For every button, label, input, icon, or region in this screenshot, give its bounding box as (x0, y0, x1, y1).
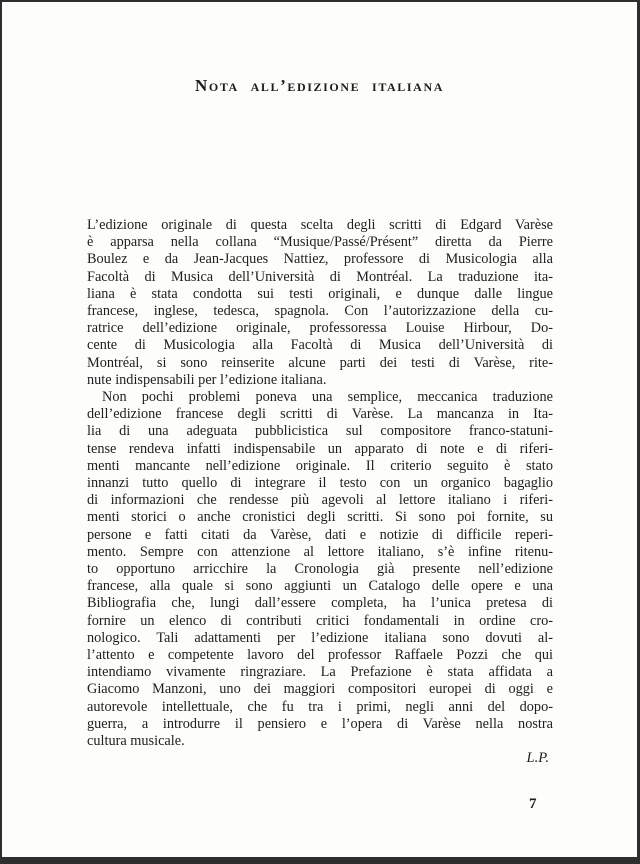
text-line: di informazioni che rendesse più agevoli al lettore italiano i riferi- (87, 492, 553, 509)
text-line: nute indispensabili per l’edizione italiana. (87, 371, 327, 388)
text-line: to opportuno arricchire la Cronologia già presente nell’edizione (87, 561, 553, 578)
text-line: Giacomo Manzoni, uno dei maggiori compositori europei di oggi e (87, 681, 553, 698)
text-line: francese, alla quale si sono aggiunti un Catalogo delle opere e una (87, 578, 553, 595)
text-line: ratrice dell’edizione originale, professoressa Louise Hirbour, Do- (87, 320, 553, 337)
signature: L.P. (526, 750, 549, 767)
text-line: menti mancante nell’edizione originale. Il criterio seguito è stato (87, 457, 553, 474)
text-line: cultura musicale. (87, 733, 185, 750)
text-line: è apparsa nella collana “Musique/Passé/Présent” diretta da Pierre (87, 234, 553, 251)
text-line: liana è stata condotta sui testi originali, e dunque dalle lingue (87, 285, 553, 302)
page-sheet (2, 2, 637, 857)
text-line: Montréal, si sono reinserite alcune parti dei testi di Varèse, rite- (87, 354, 553, 371)
text-line: l’attento e competente lavoro del professor Raffaele Pozzi che qui (87, 647, 553, 664)
text-line: cente di Musicologia alla Facoltà di Musica dell’Università di (87, 337, 553, 354)
text-line: lia di una adeguata pubblicistica sul compositore franco-statuni- (87, 423, 553, 440)
paragraph (87, 217, 553, 389)
page-number: 7 (529, 796, 537, 812)
body-text (87, 217, 553, 768)
paragraph (87, 389, 553, 750)
text-line: fornire un elenco di contributi critici fondamentali in ordine cro- (87, 612, 553, 629)
text-line: guerra, a introdurre il pensiero e l’opera di Varèse nella nostra (87, 715, 553, 732)
text-line: menti storici o anche cronistici degli scritti. Si sono poi fornite, su (87, 509, 553, 526)
text-line: persone e fatti citati da Varèse, dati e notizie di difficile reperi- (87, 526, 553, 543)
text-line: autorevole intellettuale, che fu tra i primi, negli anni del dopo- (87, 698, 553, 715)
text-line: dell’edizione francese degli scritti di Varèse. La mancanza in Ita- (87, 406, 553, 423)
text-line: nologico. Tali adattamenti per l’edizione italiana sono dovuti al- (87, 629, 553, 646)
text-line: innanzi tutto quello di integrare il testo con un organico bagaglio (87, 475, 553, 492)
text-line: L’edizione originale di questa scelta degli scritti di Edgard Varèse (87, 217, 553, 233)
text-line: Bibliografia che, lungi dall’essere completa, ha l’unica pretesa di (87, 595, 553, 612)
text-line: intendiamo vivamente ringraziare. La Prefazione è stata affidata a (87, 664, 553, 681)
text-line: mento. Sempre con attenzione al lettore italiano, s’è infine ritenu- (87, 543, 553, 560)
text-line: Non pochi problemi poneva una semplice, meccanica traduzione (102, 389, 553, 406)
page-title: Nota all’edizione italiana (195, 76, 444, 95)
text-line: tense rendeva infatti indispensabile un apparato di note e di riferi- (87, 440, 553, 457)
text-line: Facoltà di Musica dell’Università di Montréal. La traduzione ita- (87, 268, 553, 285)
text-line: francese, inglese, tedesca, spagnola. Con l’autorizzazione della cu- (87, 303, 553, 320)
text-line: Boulez e da Jean-Jacques Nattiez, professore di Musicologia alla (87, 251, 553, 268)
